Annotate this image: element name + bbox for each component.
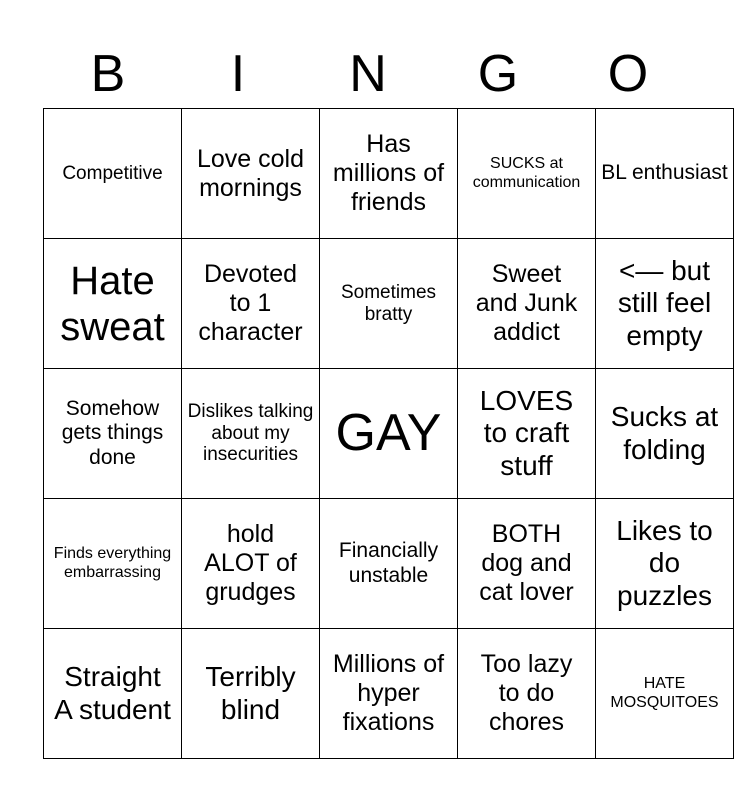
- bingo-row: [44, 109, 734, 239]
- bingo-cell[interactable]: [458, 629, 596, 759]
- bingo-cell[interactable]: [182, 629, 320, 759]
- bingo-cell[interactable]: [320, 109, 458, 239]
- bingo-cell-text: Devoted to 1 character: [198, 260, 303, 346]
- header-letter-g: G: [477, 45, 519, 103]
- bingo-cell[interactable]: [44, 629, 182, 759]
- bingo-cell-text: <— but still feel empty: [617, 255, 712, 351]
- bingo-cell[interactable]: [44, 369, 182, 499]
- header-letter-n: N: [349, 45, 387, 103]
- bingo-cell-text: Terribly blind: [205, 661, 296, 725]
- bingo-row: [44, 629, 734, 759]
- bingo-cell[interactable]: [44, 499, 182, 629]
- bingo-row: [44, 499, 734, 629]
- bingo-cell-text: Millions of hyper fixations: [332, 650, 445, 736]
- bingo-cell-free[interactable]: [320, 369, 458, 499]
- bingo-cell-text: GAY: [335, 403, 442, 462]
- bingo-cell-text: Hate sweat: [60, 258, 165, 349]
- bingo-cell-text: Straight A student: [54, 661, 171, 725]
- bingo-cell[interactable]: [182, 109, 320, 239]
- bingo-row: [44, 239, 734, 369]
- bingo-cell-text: Somehow gets things done: [61, 397, 164, 469]
- bingo-cell-text: Sometimes bratty: [340, 281, 437, 325]
- bingo-cell[interactable]: [44, 109, 182, 239]
- bingo-cell-text: Dislikes talking about my insecurities: [187, 400, 314, 466]
- bingo-cell-text: Too lazy to do chores: [480, 650, 573, 736]
- bingo-cell[interactable]: [182, 239, 320, 369]
- bingo-cell-text: LOVES to craft stuff: [479, 385, 574, 481]
- bingo-cell-text: BL enthusiast: [601, 161, 728, 185]
- bingo-cell-text: Finds everything embarrassing: [53, 545, 172, 581]
- bingo-header: [43, 40, 693, 108]
- bingo-cell[interactable]: [458, 239, 596, 369]
- bingo-cell-text: hold ALOT of grudges: [204, 520, 297, 606]
- bingo-cell[interactable]: [458, 369, 596, 499]
- bingo-cell[interactable]: [596, 369, 734, 499]
- bingo-card-grid: [43, 108, 734, 759]
- bingo-cell-text: Likes to do puzzles: [616, 515, 713, 611]
- bingo-cell-text: BOTH dog and cat lover: [479, 520, 574, 606]
- bingo-cell-text: SUCKS at communication: [472, 155, 581, 191]
- header-letter-i: I: [230, 45, 246, 103]
- bingo-cell[interactable]: [458, 499, 596, 629]
- bingo-row: [44, 369, 734, 499]
- bingo-cell[interactable]: [182, 499, 320, 629]
- bingo-cell[interactable]: [596, 499, 734, 629]
- bingo-cell[interactable]: [320, 629, 458, 759]
- bingo-cell[interactable]: [44, 239, 182, 369]
- bingo-cell-text: Financially unstable: [338, 539, 439, 587]
- bingo-cell[interactable]: [596, 629, 734, 759]
- bingo-cell[interactable]: [596, 109, 734, 239]
- bingo-cell-text: Has millions of friends: [332, 130, 445, 216]
- header-letter-o: O: [607, 45, 649, 103]
- header-letter-b: B: [90, 45, 126, 103]
- bingo-cell[interactable]: [182, 369, 320, 499]
- bingo-cell-text: HATE MOSQUITOES: [610, 675, 719, 711]
- bingo-cell[interactable]: [596, 239, 734, 369]
- bingo-cell-text: Competitive: [62, 162, 163, 184]
- bingo-cell[interactable]: [458, 109, 596, 239]
- bingo-cell[interactable]: [320, 499, 458, 629]
- bingo-cell-text: Sucks at folding: [610, 401, 719, 465]
- bingo-cell[interactable]: [320, 239, 458, 369]
- bingo-cell-text: Sweet and Junk addict: [475, 260, 578, 346]
- bingo-cell-text: Love cold mornings: [196, 144, 305, 202]
